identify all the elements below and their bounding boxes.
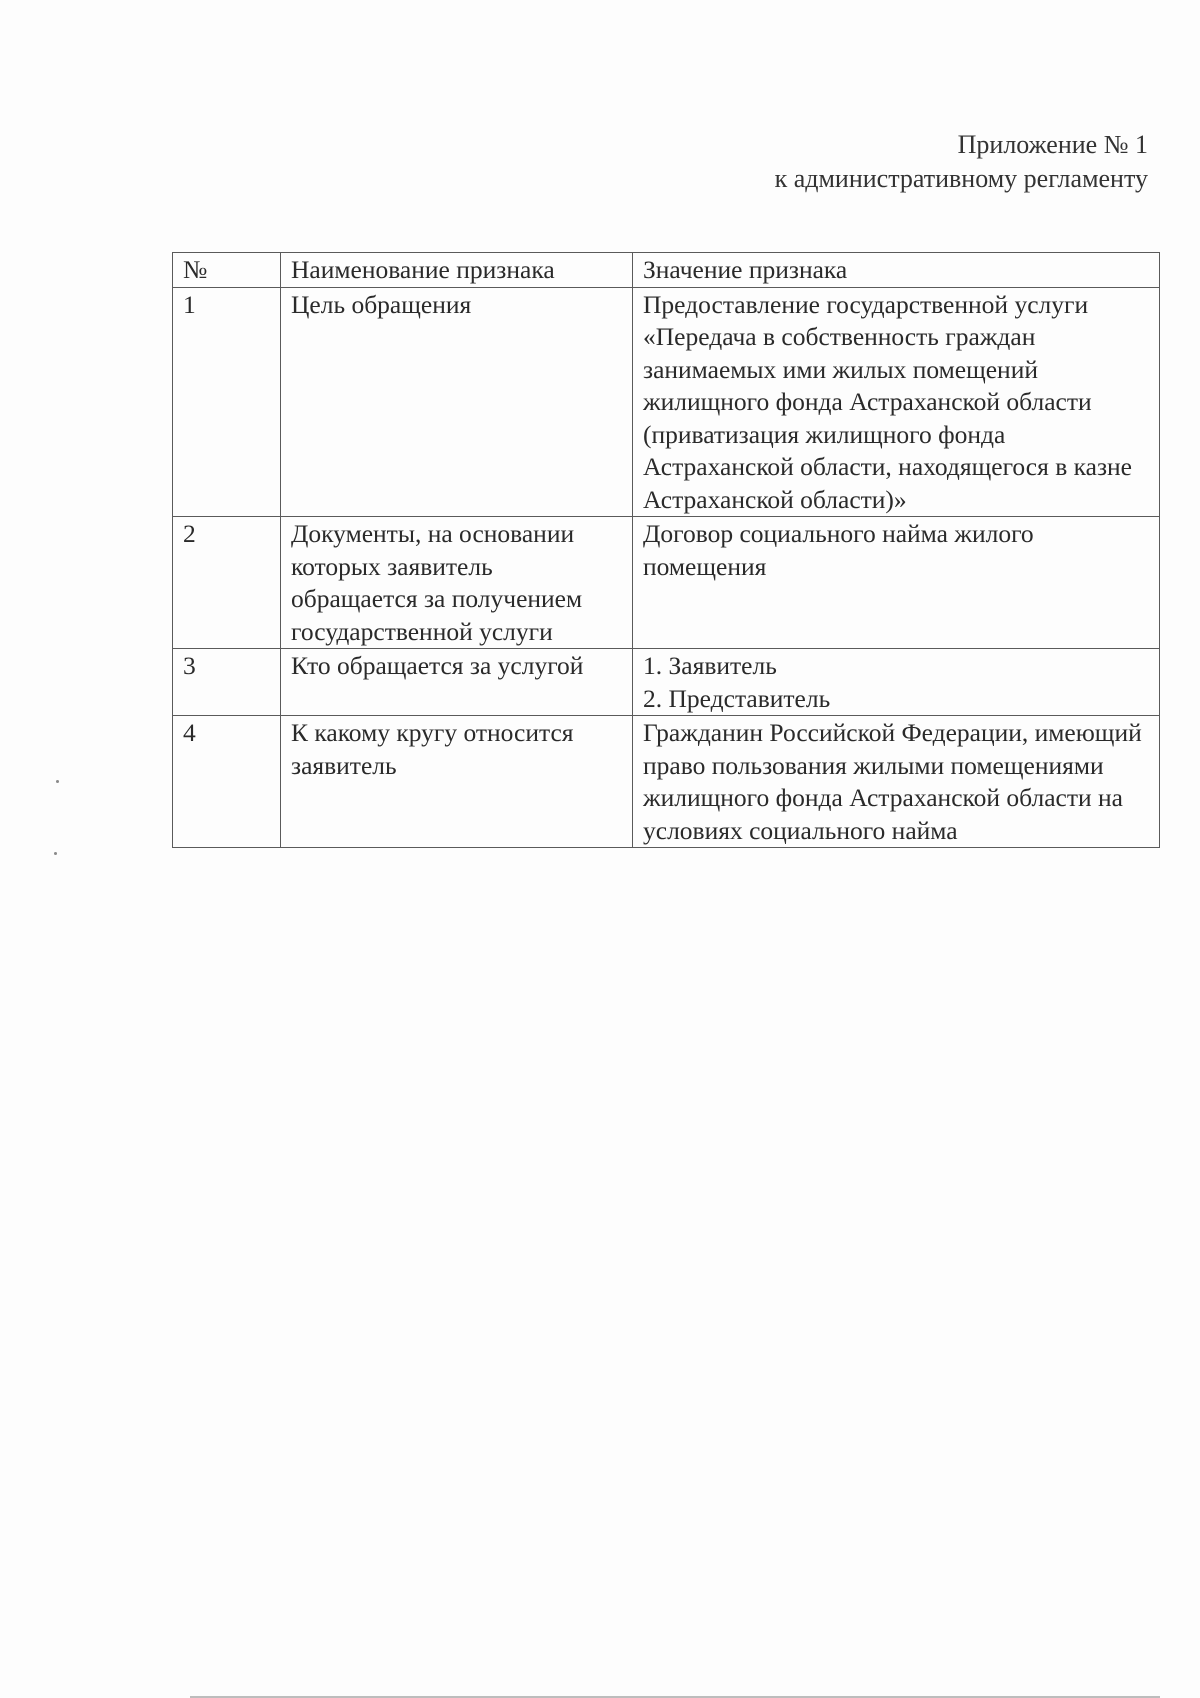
attribute-name: Документы, на основании которых заявитель обращается за получением государственной услуги [281, 517, 633, 649]
attribute-value: Договор социального найма жилого помещения [633, 517, 1160, 649]
applicant-type-item: 2. Представитель [643, 683, 831, 713]
table-row [173, 287, 1160, 517]
attributes-table [172, 252, 1160, 848]
scan-speck [56, 780, 59, 783]
table-row [173, 517, 1160, 649]
attribute-name: Кто обращается за услугой [281, 649, 633, 716]
attribute-name: Цель обращения [281, 287, 633, 517]
row-number: 2 [173, 517, 281, 649]
attribute-value: Предоставление государственной услуги «Передача в собственность граждан занимаемых ими жилых помещений жилищного фонда Астраханской области (приватизация жилищного фонда Астраханской области, находящегося в казне Астраханской области)» [633, 287, 1160, 517]
appendix-header [775, 128, 1148, 196]
column-header-number: № [173, 253, 281, 288]
applicant-type-item: 1. Заявитель [643, 651, 777, 680]
row-number: 1 [173, 287, 281, 517]
appendix-reference: к административному регламенту [774, 164, 1148, 193]
attribute-value [633, 649, 1160, 716]
row-number: 3 [173, 649, 281, 716]
table-row [173, 716, 1160, 848]
attribute-name: К какому кругу относится заявитель [281, 716, 633, 848]
table-header-row [173, 253, 1160, 288]
column-header-attribute-name: Наименование признака [281, 253, 633, 288]
scan-speck [54, 852, 57, 855]
appendix-number: Приложение № 1 [957, 130, 1148, 159]
row-number: 4 [173, 716, 281, 848]
column-header-attribute-value: Значение признака [633, 253, 1160, 288]
table-row [173, 649, 1160, 716]
attribute-value: Гражданин Российской Федерации, имеющий право пользования жилыми помещениями жилищного фонда Астраханской области на условиях социального найма [633, 716, 1160, 848]
